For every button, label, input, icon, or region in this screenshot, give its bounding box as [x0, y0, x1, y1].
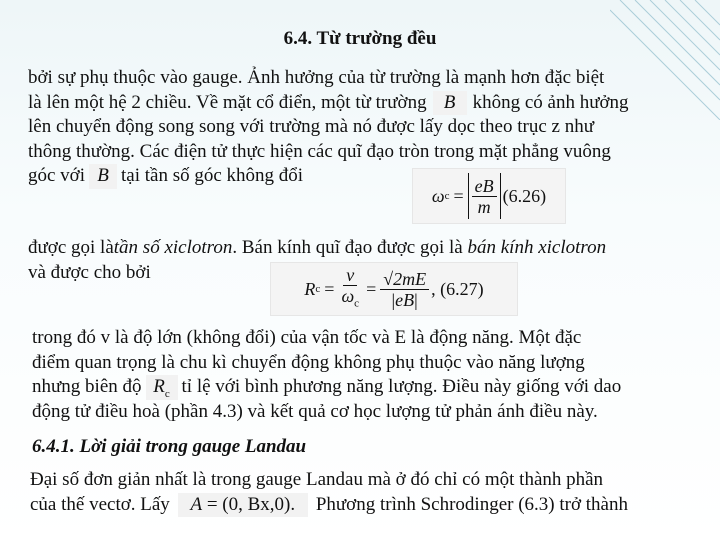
text-span: được gọi là	[28, 237, 114, 258]
text-line	[28, 164, 710, 189]
text-line	[32, 400, 710, 425]
text-span: . Bán kính quĩ đạo được gọi là	[232, 237, 468, 258]
text-span: và được cho bởi	[28, 261, 151, 283]
text-span: góc với	[28, 165, 86, 186]
rc-symbol: $R_c$	[146, 375, 178, 400]
equation-6-27: R c = $\frac{v}{\omega_c}$ = $\frac{√2mE}{|eB|}$ , (6.27)	[270, 262, 518, 316]
text-line	[28, 236, 710, 261]
text-span: tại tần số góc không đổi	[121, 165, 304, 186]
equation-6-26: ω c = $\frac{eB}{m}$ (6.26)	[412, 168, 566, 224]
text-line	[28, 140, 710, 165]
paragraph-4	[30, 468, 710, 517]
text-span: trong đó v là độ lớn (không đổi) của vận tốc và E là động năng. Một đặc	[32, 327, 582, 348]
text-span: của thế vectơ. Lấy	[30, 493, 170, 515]
text-span: động tử điều hoà (phần 4.3) và kết quả cơ học lượng tử phản ánh điều này.	[32, 400, 598, 422]
b-field-symbol: B	[89, 164, 117, 189]
text-line	[28, 66, 710, 91]
text-span: điểm quan trọng là chu kì chuyển động không phụ thuộc vào năng lượng	[32, 351, 585, 373]
text-span: Đại số đơn giản nhất là trong gauge Landau mà ở đó chỉ có một thành phần	[30, 469, 604, 490]
text-line	[28, 115, 710, 140]
term-cyclotron-frequency: tần số xiclotron	[113, 237, 233, 258]
text-line	[30, 468, 710, 493]
text-line	[32, 326, 710, 351]
paragraph-3	[32, 326, 710, 424]
term-cyclotron-radius: bán kính xiclotron	[467, 237, 607, 258]
text-span: thông thường. Các điện tử thực hiện các quĩ đạo tròn trong mặt phẳng vuông	[28, 140, 611, 162]
text-span: nhưng biên độ	[32, 376, 142, 397]
b-field-symbol: B	[433, 91, 467, 116]
text-span: không có ảnh hưởng	[472, 91, 629, 113]
paragraph-1	[28, 66, 710, 189]
text-span: lên chuyển động song song với trường mà nó được lấy dọc theo trục z như	[28, 116, 595, 137]
text-line	[30, 493, 710, 518]
text-span: là lên một hệ 2 chiều. Về mặt cổ điển, một từ trường	[28, 91, 427, 113]
text-line	[28, 91, 710, 116]
vector-potential-expression: A = (0, Bx,0).	[178, 493, 308, 518]
slide-title: 6.4. Từ trường đều	[283, 28, 437, 49]
section-heading: 6.4.1. Lời giải trong gauge Landau	[32, 436, 307, 457]
text-span: bởi sự phụ thuộc vào gauge. Ảnh hưởng của từ trường là mạnh hơn đặc biệt	[28, 67, 605, 88]
text-span: tỉ lệ với bình phương năng lượng. Điều này giống với dao	[181, 376, 622, 397]
text-span: Phương trình Schrodinger (6.3) trở thành	[315, 493, 628, 515]
text-line	[32, 351, 710, 376]
text-line	[32, 375, 710, 400]
